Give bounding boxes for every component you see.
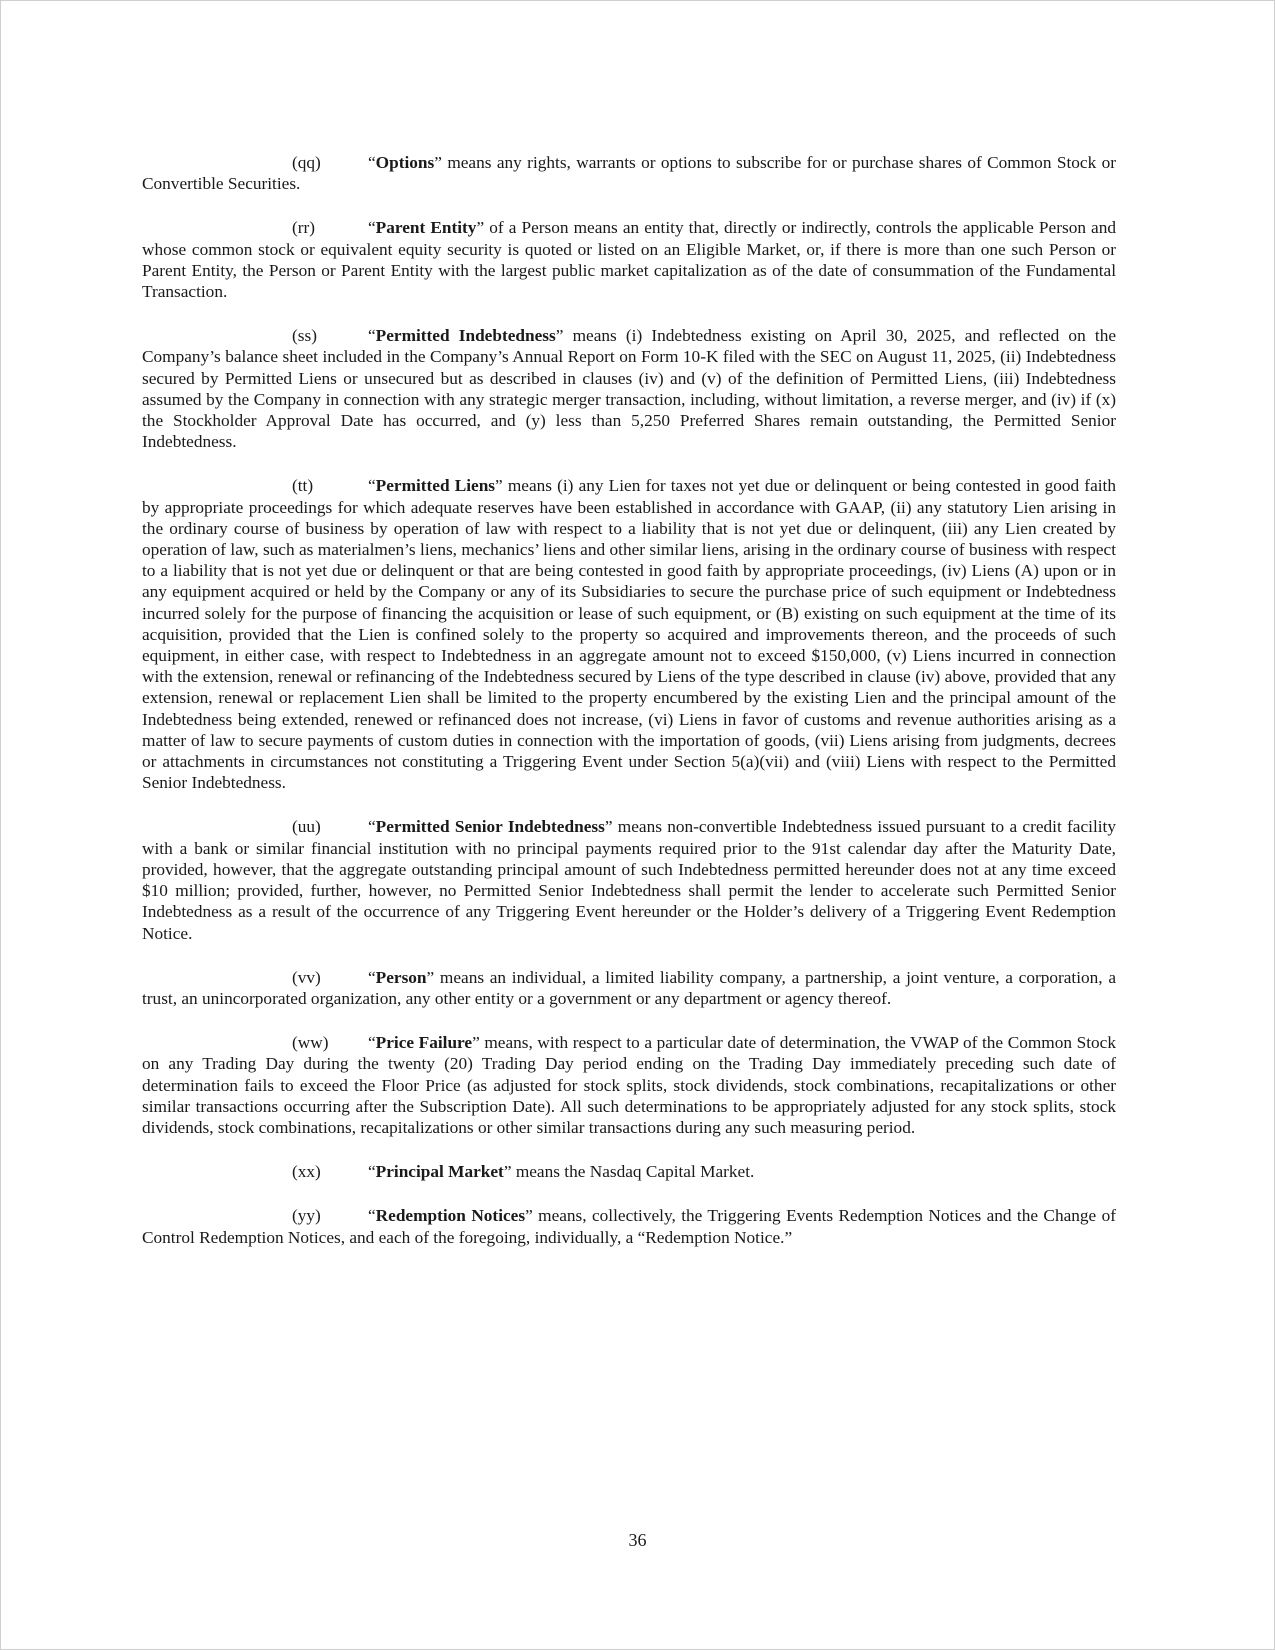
definition-label: (ss) — [292, 326, 317, 346]
definition-label: (uu) — [292, 817, 321, 837]
document-body — [142, 152, 1116, 1271]
definition-paragraph — [142, 1032, 1116, 1138]
definition-body: ” of a Person means an entity that, directly or indirectly, controls the applicable Person and whose common stock or equivalent equity security is quoted or listed on an Eligible Market, or, if there is more than one such Person or Parent Entity, the Person or Parent Entity with the largest public market capitalization as of the date of consummation of the Fundamental Transaction. — [142, 218, 1117, 302]
defined-term: Principal Market — [375, 1162, 504, 1182]
defined-term: Permitted Senior Indebtedness — [375, 817, 605, 837]
open-quote: “ — [368, 476, 376, 496]
defined-term: Price Failure — [375, 1033, 473, 1053]
open-quote: “ — [368, 218, 376, 238]
definition-label: (rr) — [292, 218, 316, 238]
open-quote: “ — [368, 1162, 376, 1182]
definition-paragraph — [142, 475, 1116, 793]
definition-paragraph — [142, 816, 1116, 943]
defined-term: Redemption Notices — [375, 1206, 526, 1226]
definition-paragraph — [142, 1161, 1116, 1182]
open-quote: “ — [368, 817, 376, 837]
definition-paragraph — [142, 217, 1116, 302]
defined-term: Person — [375, 967, 427, 987]
defined-term: Permitted Liens — [375, 476, 496, 496]
definition-label: (xx) — [292, 1162, 321, 1182]
definition-body: ” means an individual, a limited liability company, a partnership, a joint venture, a corporation, a trust, an unincorporated organization, any other entity or a government or any department or agency thereof. — [142, 967, 1116, 1008]
open-quote: “ — [368, 326, 376, 346]
definition-label: (vv) — [292, 967, 321, 987]
page-number: 36 — [628, 1530, 647, 1550]
defined-term: Permitted Indebtedness — [375, 326, 556, 346]
open-quote: “ — [368, 967, 376, 987]
definition-paragraph — [142, 325, 1116, 452]
definition-paragraph — [142, 967, 1116, 1009]
definition-label: (yy) — [292, 1206, 321, 1226]
open-quote: “ — [368, 1033, 376, 1053]
definition-body: ” means, collectively, the Triggering Events Redemption Notices and the Change of Control Redemption Notices, and each of the foregoing, individually, a “Redemption Notice.” — [142, 1206, 1116, 1247]
definition-paragraph — [142, 1205, 1116, 1247]
definition-label: (qq) — [292, 153, 321, 172]
defined-term: Parent Entity — [375, 218, 477, 238]
defined-term: Options — [375, 153, 435, 172]
definition-body: ” means any rights, warrants or options to subscribe for or purchase shares of Common Stock or Convertible Securities. — [142, 153, 1116, 194]
definition-label: (tt) — [292, 476, 314, 496]
definition-body: ” means non-convertible Indebtedness issued pursuant to a credit facility with a bank or similar financial institution with no principal payments required prior to the 91st calendar day after the Maturity Date, provided, however, that the aggregate outstanding principal amount of such Indebtedness permitted hereunder does not at any time exceed $10 million; provided, further, however, no Permitted Senior Indebtedness shall permit the lender to accelerate such Permitted Senior Indebtedness as a result of the occurrence of any Triggering Event hereunder or the Holder’s delivery of a Triggering Event Redemption Notice. — [142, 817, 1116, 943]
definition-body: ” means (i) any Lien for taxes not yet due or delinquent or being contested in good faith by appropriate proceedings for which adequate reserves have been established in accordance with GAAP, (ii) any statutory Lien arising in the ordinary course of business by operation of law with respect to a liability that is not yet due or delinquent, (iii) any Lien created by operation of law, such as materialmen’s liens, mechanics’ liens and other similar liens, arising in the ordinary course of business with respect to a liability that is not yet due or delinquent or that are being contested in good faith by appropriate proceedings, (iv) Liens (A) upon or in any equipment acquired or held by the Company or any of its Subsidiaries to secure the purchase price of such equipment or Indebtedness incurred solely for the purpose of financing the acquisition or lease of such equipment, or (B) existing on such equipment at the time of its acquisition, provided that the Lien is confined solely to the property so acquired and improvements thereon, and the proceeds of such equipment, in either case, with respect to Indebtedness in an aggregate amount not to exceed $150,000, (v) Liens incurred in connection with the extension, renewal or refinancing of the Indebtedness secured by Liens of the type described in clause (iv) above, provided that any extension, renewal or replacement Lien shall be limited to the property encumbered by the existing Lien and the principal amount of the Indebtedness being extended, renewed or refinanced does not increase, (vi) Liens in favor of customs and revenue authorities arising as a matter of law to secure payments of custom duties in connection with the importation of goods, (vii) Liens arising from judgments, decrees or attachments in circumstances not constituting a Triggering Event under Section 5(a)(vii) and (viii) Liens with respect to the Permitted Senior Indebtedness. — [142, 476, 1116, 793]
definition-paragraph — [142, 152, 1116, 194]
definition-body: ” means, with respect to a particular date of determination, the VWAP of the Common Stock on any Trading Day during the twenty (20) Trading Day period ending on the Trading Day immediately preceding such date of determination fails to exceed the Floor Price (as adjusted for stock splits, stock dividends, stock combinations, recapitalizations or other similar transactions occurring after the Subscription Date). All such determinations to be appropriately adjusted for any stock splits, stock dividends, stock combinations, recapitalizations or other similar transactions during any such measuring period. — [142, 1033, 1116, 1137]
definition-body: ” means (i) Indebtedness existing on April 30, 2025, and reflected on the Company’s balance sheet included in the Company’s Annual Report on Form 10-K filed with the SEC on August 11, 2025, (ii) Indebtedness secured by Permitted Liens or unsecured but as described in clauses (iv) and (v) of the definition of Permitted Liens, (iii) Indebtedness assumed by the Company in connection with any strategic merger transaction, including, without limitation, a reverse merger, and (iv) if (x) the Stockholder Approval Date has occurred, and (y) less than 5,250 Preferred Shares remain outstanding, the Permitted Senior Indebtedness. — [142, 326, 1117, 452]
open-quote: “ — [368, 1206, 376, 1226]
definition-label: (ww) — [292, 1033, 329, 1053]
definition-body: ” means the Nasdaq Capital Market. — [503, 1162, 755, 1182]
open-quote: “ — [368, 153, 376, 172]
